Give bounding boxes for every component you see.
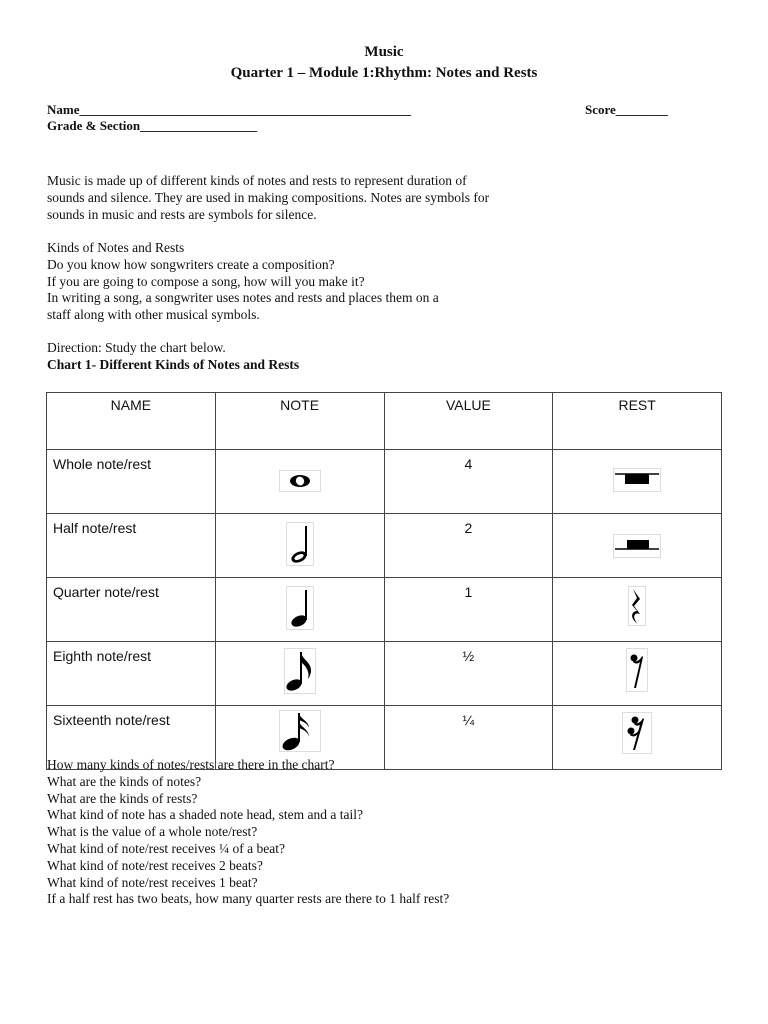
table-row <box>47 642 722 706</box>
intro-line: sounds and silence. They are used in making compositions. Notes are symbols for <box>47 190 490 205</box>
score-field[interactable]: Score________ <box>585 102 668 117</box>
half-note-icon <box>286 522 314 566</box>
note-name: Eighth note/rest <box>47 642 216 706</box>
grade-section-field[interactable]: Grade & Section__________________ <box>47 118 258 133</box>
kinds-line: If you are going to compose a song, how will you make it? <box>47 274 365 289</box>
note-value: 4 <box>384 450 553 514</box>
note-cell <box>215 450 384 514</box>
direction-text: Direction: Study the chart below. <box>47 340 226 355</box>
intro-line: Music is made up of different kinds of notes and rests to represent duration of <box>47 173 467 188</box>
eighth-rest-icon <box>626 648 648 692</box>
header-note: NOTE <box>215 393 384 450</box>
kinds-line: staff along with other musical symbols. <box>47 307 260 322</box>
whole-note-icon <box>279 470 321 492</box>
rest-cell <box>553 706 722 770</box>
rest-cell <box>553 514 722 578</box>
intro-line: sounds in music and rests are symbols for silence. <box>47 207 317 222</box>
note-cell <box>215 642 384 706</box>
subject-title: Music <box>364 44 404 60</box>
question-item: If a half rest has two beats, how many quarter rests are there to 1 half rest? <box>47 891 450 906</box>
eighth-note-icon <box>284 648 316 694</box>
header-value: VALUE <box>384 393 553 450</box>
rest-cell <box>553 450 722 514</box>
chart-title: Chart 1- Different Kinds of Notes and Rests <box>47 357 300 372</box>
question-item: What are the kinds of rests? <box>47 791 198 806</box>
module-title: Quarter 1 – Module 1:Rhythm: Notes and Rests <box>230 65 538 81</box>
name-field[interactable]: Name___________________________________________________ <box>47 102 411 117</box>
header-name: NAME <box>47 393 216 450</box>
question-item: How many kinds of notes/rests are there in the chart? <box>47 757 335 772</box>
note-name: Quarter note/rest <box>47 578 216 642</box>
note-value: ¼ <box>384 706 553 770</box>
question-item: What kind of note/rest receives ¼ of a beat? <box>47 841 286 856</box>
table-row <box>47 450 722 514</box>
question-item: What kind of note has a shaded note head, stem and a tail? <box>47 807 364 822</box>
rest-cell <box>553 642 722 706</box>
question-item: What are the kinds of notes? <box>47 774 202 789</box>
notes-rests-table <box>46 392 722 770</box>
table-row <box>47 578 722 642</box>
kinds-heading: Kinds of Notes and Rests <box>47 240 185 255</box>
note-value: 2 <box>384 514 553 578</box>
header-rest: REST <box>553 393 722 450</box>
note-value: ½ <box>384 642 553 706</box>
note-name: Sixteenth note/rest <box>47 706 216 770</box>
kinds-line: Do you know how songwriters create a composition? <box>47 257 335 272</box>
note-value: 1 <box>384 578 553 642</box>
sixteenth-note-icon <box>279 710 321 752</box>
question-item: What kind of note/rest receives 2 beats? <box>47 858 263 873</box>
note-cell <box>215 514 384 578</box>
sixteenth-rest-icon <box>622 712 652 754</box>
whole-rest-icon <box>613 468 661 492</box>
note-name: Whole note/rest <box>47 450 216 514</box>
question-item: What is the value of a whole note/rest? <box>47 824 258 839</box>
quarter-note-icon <box>286 586 314 630</box>
half-rest-icon <box>613 534 661 558</box>
table-row <box>47 514 722 578</box>
quarter-rest-icon <box>628 586 646 626</box>
question-item: What kind of note/rest receives 1 beat? <box>47 875 258 890</box>
kinds-line: In writing a song, a songwriter uses notes and rests and places them on a <box>47 290 439 305</box>
note-name: Half note/rest <box>47 514 216 578</box>
note-cell <box>215 578 384 642</box>
rest-cell <box>553 578 722 642</box>
table-header-row <box>47 393 722 450</box>
